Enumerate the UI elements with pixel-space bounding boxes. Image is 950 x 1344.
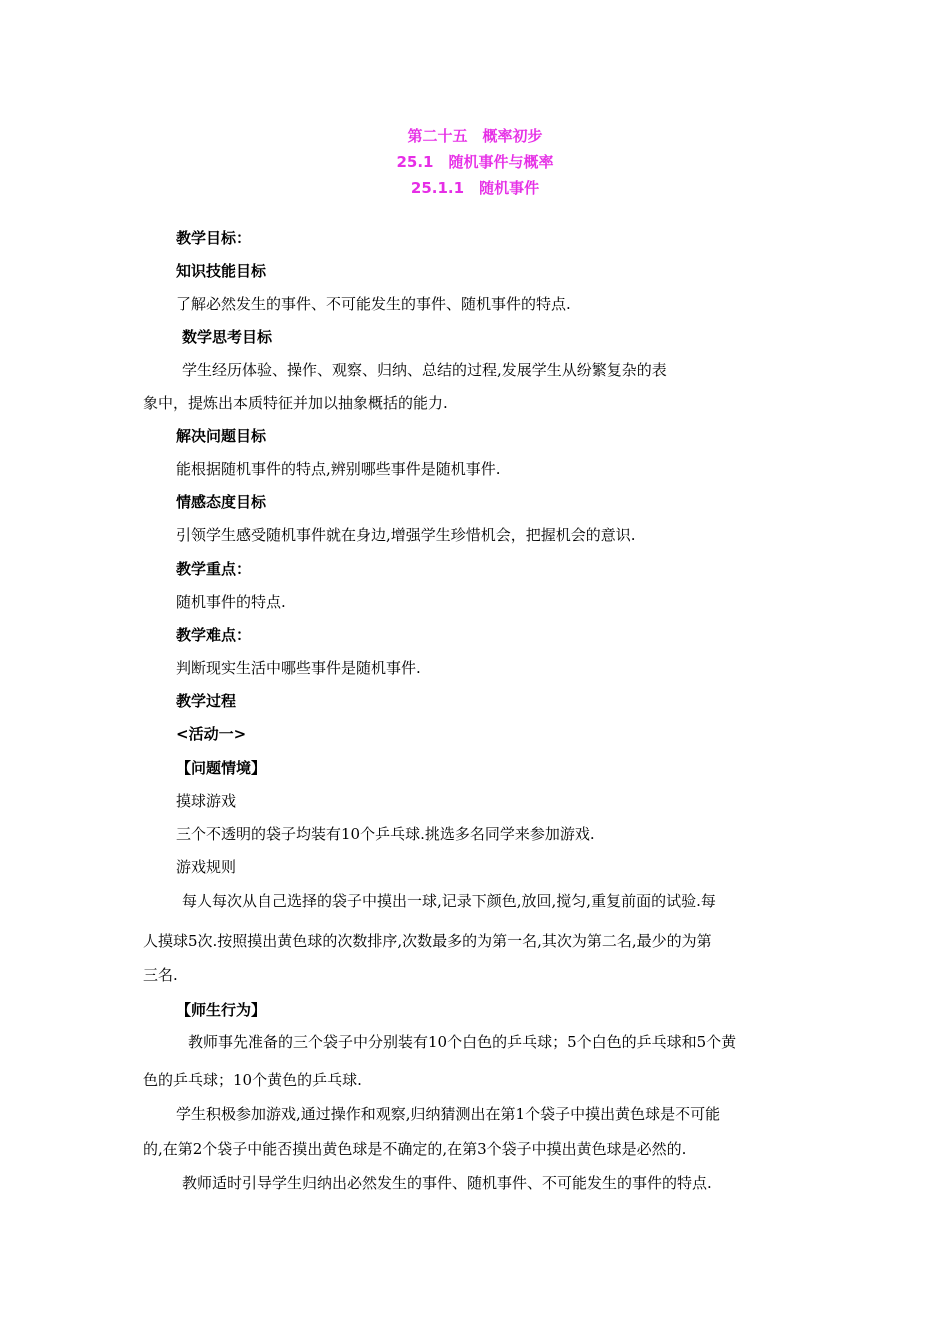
behavior-line-3: 教师适时引导学生归纳出必然发生的事件、随机事件、不可能发生的事件的特点. (182, 1174, 712, 1192)
behavior-line-1b: 色的乒乓球；10个黄色的乒乓球. (143, 1071, 362, 1089)
behavior-line-2a: 学生积极参加游戏,通过操作和观察,归纳猜测出在第1个袋子中摸出黄色球是不可能 (176, 1105, 721, 1123)
thinking-heading: 数学思考目标 (182, 328, 273, 346)
difficulty-text: 判断现实生活中哪些事件是随机事件. (176, 659, 421, 677)
chapter-title: 第二十五 概率初步 (407, 127, 543, 145)
key-text: 随机事件的特点. (176, 593, 286, 611)
section-title: 25.1 随机事件与概率 (396, 153, 554, 171)
rules-line-3: 三名. (143, 966, 178, 984)
problem-text: 能根据随机事件的特点,辨别哪些事件是随机事件. (176, 460, 501, 478)
behavior-heading: 【师生行为】 (176, 1001, 267, 1019)
thinking-text-1: 学生经历体验、操作、观察、归纳、总结的过程,发展学生从纷繁复杂的表 (182, 361, 667, 379)
subsection-title: 25.1.1 随机事件 (410, 179, 540, 197)
situation-heading: 【问题情境】 (176, 759, 267, 777)
game-setup: 三个不透明的袋子均装有10个乒乓球.挑选多名同学来参加游戏. (176, 825, 595, 843)
goals-heading: 教学目标： (176, 229, 252, 247)
rules-line-1: 每人每次从自己选择的袋子中摸出一球,记录下颜色,放回,搅匀,重复前面的试验.每 (182, 892, 716, 910)
emotion-heading: 情感态度目标 (176, 493, 267, 511)
difficulty-heading: 教学难点： (176, 626, 252, 644)
rules-line-2: 人摸球5次.按照摸出黄色球的次数排序,次数最多的为第一名,其次为第二名,最少的为第 (143, 932, 712, 950)
rules-heading: 游戏规则 (176, 858, 237, 876)
game-name: 摸球游戏 (176, 792, 237, 810)
behavior-line-1a: 教师事先准备的三个袋子中分别装有10个白色的乒乓球；5个白色的乒乓球和5个黄 (188, 1033, 737, 1051)
problem-heading: 解决问题目标 (176, 427, 267, 445)
activity-heading: <活动一> (176, 725, 247, 743)
emotion-text: 引领学生感受随机事件就在身边,增强学生珍惜机会，把握机会的意识. (176, 526, 636, 544)
knowledge-heading: 知识技能目标 (176, 262, 267, 280)
key-heading: 教学重点： (176, 560, 252, 578)
knowledge-text: 了解必然发生的事件、不可能发生的事件、随机事件的特点. (176, 295, 571, 313)
behavior-line-2b: 的,在第2个袋子中能否摸出黄色球是不确定的,在第3个袋子中摸出黄色球是必然的. (143, 1140, 687, 1158)
process-heading: 教学过程 (176, 692, 237, 710)
thinking-text-2: 象中，提炼出本质特征并加以抽象概括的能力. (143, 394, 448, 412)
